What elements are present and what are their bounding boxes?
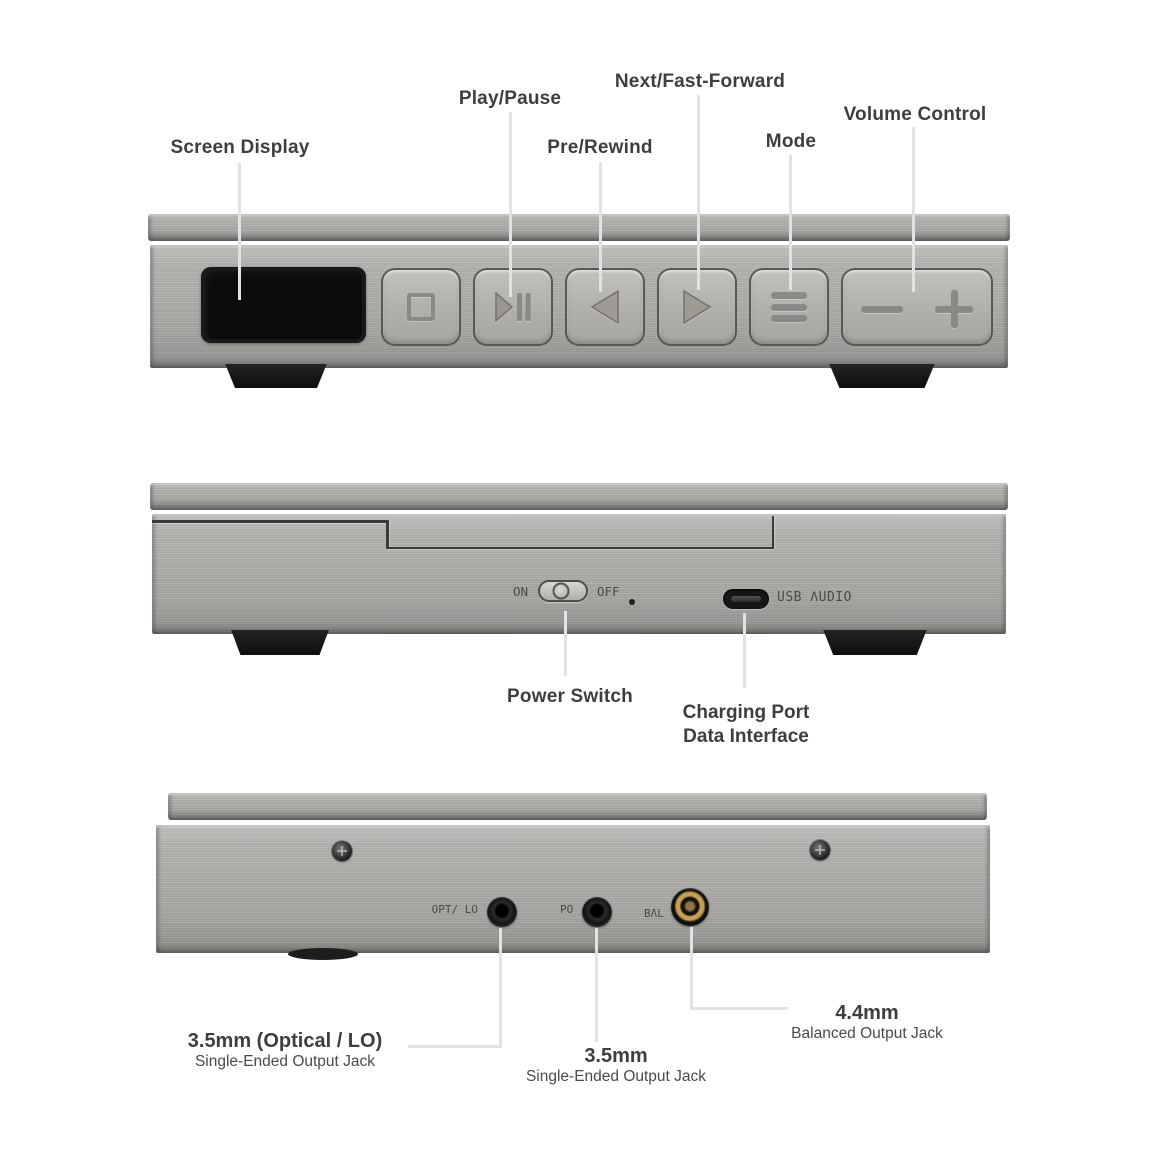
on-engraving: ON <box>512 584 528 599</box>
next-icon <box>683 290 711 324</box>
screw <box>332 841 352 861</box>
volume-button[interactable] <box>841 268 993 346</box>
next-fast-forward-label: Next/Fast-Forward <box>614 71 786 92</box>
off-engraving: OFF <box>597 584 620 599</box>
play-pause-button[interactable] <box>473 268 553 346</box>
display-screen <box>201 267 366 343</box>
output-body-panel <box>156 825 990 953</box>
lid-seam <box>386 547 774 550</box>
stop-button[interactable] <box>381 268 461 346</box>
output-top-lip <box>168 793 987 820</box>
charging-port-label-line1: Charging Port <box>682 702 810 723</box>
optical-output-title: 3.5mm (Optical / LO) <box>187 1030 383 1052</box>
rear-top-lip <box>150 483 1008 510</box>
charging-port-callout-line <box>743 613 746 688</box>
minus-icon <box>861 306 903 313</box>
screen-display-label: Screen Display <box>170 137 310 158</box>
mode-callout-line <box>789 155 792 290</box>
pre-rewind-label: Pre/Rewind <box>547 137 653 158</box>
se-output-title: 3.5mm <box>584 1045 648 1067</box>
optical-callout-line <box>499 928 502 1048</box>
reset-pinhole <box>629 599 635 605</box>
optical-lo-jack[interactable] <box>487 897 517 927</box>
device-foot <box>222 364 330 388</box>
po-jack[interactable] <box>582 897 612 927</box>
opt-lo-engraving: OPT/ LO <box>431 903 478 916</box>
charging-port-label <box>683 701 810 749</box>
balanced-output-label <box>791 1002 943 1043</box>
balanced-output-title: 4.4mm <box>835 1002 899 1024</box>
mode-label: Mode <box>765 131 817 152</box>
volume-control-label: Volume Control <box>843 104 987 125</box>
power-switch-callout-line <box>564 611 567 676</box>
power-switch-label: Power Switch <box>507 686 633 707</box>
switch-knob <box>553 583 570 600</box>
se-output-label <box>526 1045 706 1086</box>
next-fast-forward-callout-line <box>697 95 700 290</box>
previous-icon <box>591 290 619 324</box>
stop-icon <box>407 293 435 321</box>
menu-icon <box>771 292 807 322</box>
balanced-callout-line <box>690 1007 788 1010</box>
balanced-jack[interactable] <box>671 888 709 926</box>
device-foot <box>820 630 930 655</box>
lid-seam <box>772 516 775 549</box>
po-engraving: PO <box>560 903 574 916</box>
device-foot <box>826 364 938 388</box>
pre-rewind-callout-line <box>599 162 602 292</box>
screw <box>810 840 830 860</box>
optical-callout-line <box>408 1045 502 1048</box>
plus-icon <box>935 290 973 328</box>
usb-c-port[interactable] <box>723 589 769 609</box>
device-foot <box>288 948 358 960</box>
front-top-lip <box>148 214 1010 241</box>
optical-output-label <box>188 1030 382 1071</box>
balanced-output-sub: Balanced Output Jack <box>791 1025 943 1042</box>
device-foot <box>228 630 332 655</box>
bal-engraving: BΛL <box>644 907 664 920</box>
lid-seam <box>386 520 389 549</box>
play-pause-icon <box>494 292 532 322</box>
lid-seam <box>152 520 388 523</box>
volume-control-callout-line <box>912 127 915 292</box>
previous-button[interactable] <box>565 268 645 346</box>
play-pause-label: Play/Pause <box>458 88 562 109</box>
optical-output-sub: Single-Ended Output Jack <box>194 1053 376 1070</box>
charging-port-label-line2: Data Interface <box>683 726 809 747</box>
power-switch-toggle[interactable] <box>538 580 588 602</box>
play-pause-callout-line <box>509 112 512 297</box>
screen-display-callout-line <box>238 163 241 300</box>
balanced-callout-line <box>690 927 693 1010</box>
usb-audio-engraving: USB ΛUDIO <box>777 590 852 605</box>
rear-body-panel <box>152 514 1006 634</box>
se-callout-line <box>595 928 598 1042</box>
se-output-sub: Single-Ended Output Jack <box>525 1068 707 1085</box>
